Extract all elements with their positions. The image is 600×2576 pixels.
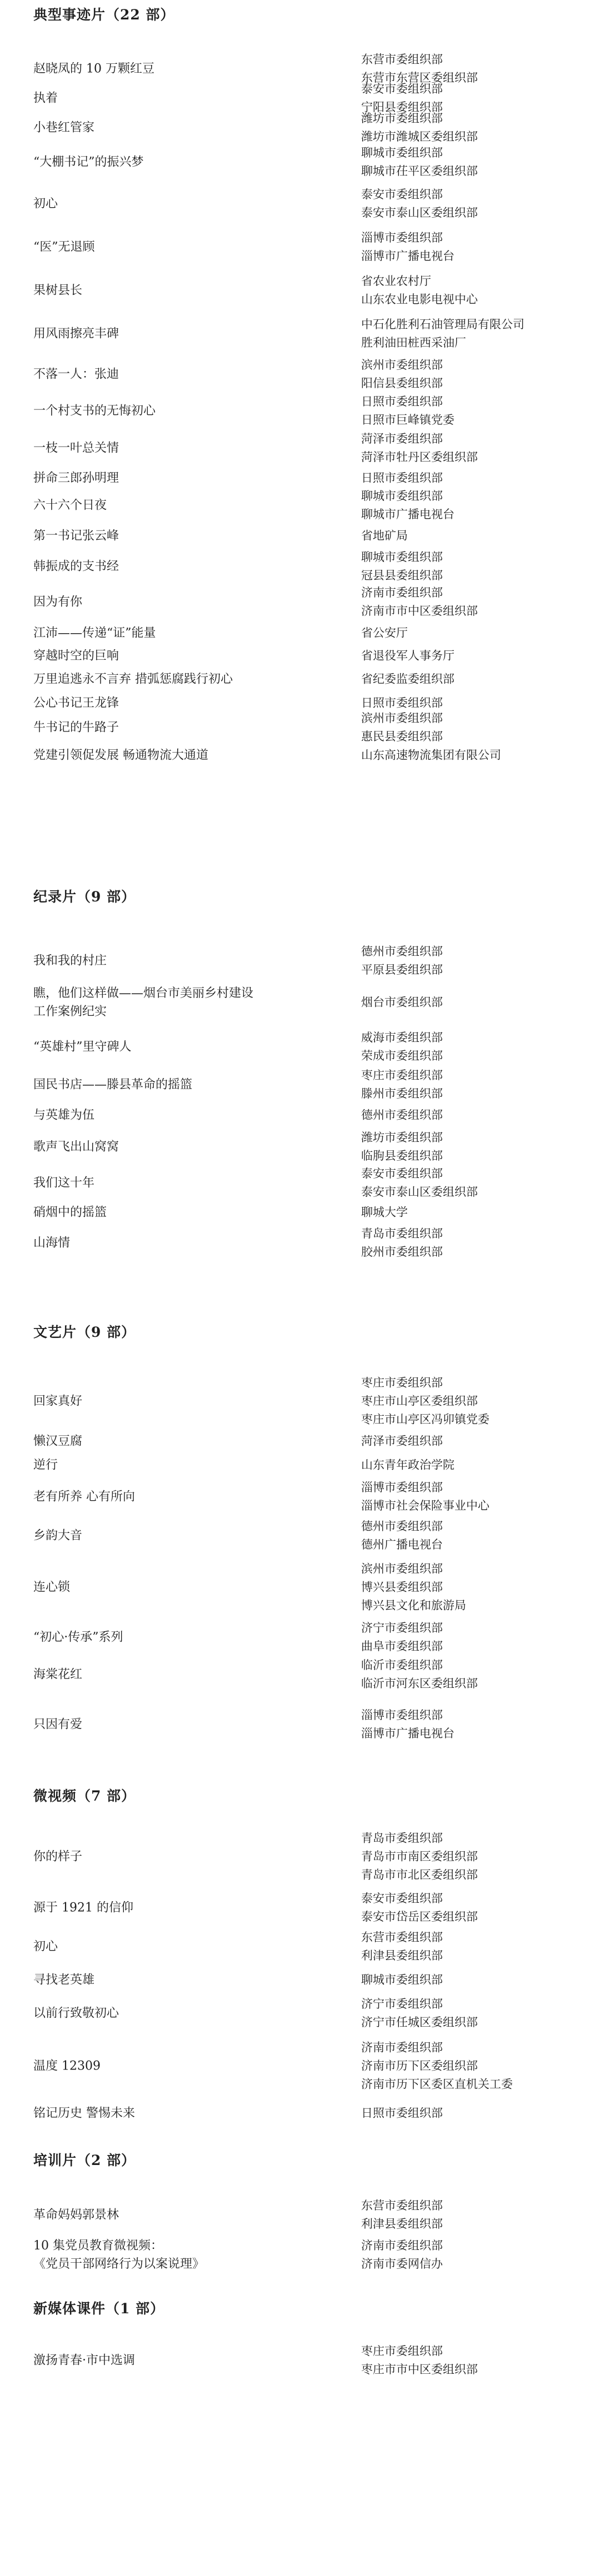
film-title: 执着: [33, 91, 58, 106]
organization-name: 青岛市委组织部: [361, 1226, 443, 1240]
section-title: 文艺片（9 部）: [33, 1324, 136, 1340]
organization-name: 聊城市委组织部: [361, 1973, 443, 1987]
list-item: [0, 1102, 600, 1127]
film-title: 老有所养 心有所向: [33, 1490, 135, 1504]
organization-name: 阳信县委组织部: [361, 377, 443, 390]
organization-name: 济南市委组织部: [361, 2041, 443, 2054]
list-item: [0, 666, 600, 692]
film-title: 瞧，他们这样做——烟台市美丽乡村建设 工作案例纪实: [33, 986, 254, 1019]
organization-name: 烟台市委组织部: [361, 995, 443, 1009]
organization-list: [361, 1225, 594, 1261]
organization-list: [361, 548, 594, 585]
film-title: 拼命三郎孙明理: [33, 471, 119, 485]
film-title: 山海情: [33, 1236, 71, 1250]
film-title: 公心书记王龙锋: [33, 696, 119, 710]
list-item: [0, 2197, 600, 2233]
list-item: [0, 1430, 600, 1452]
list-item: [0, 583, 600, 621]
list-item: [0, 741, 600, 769]
list-item: [0, 53, 600, 84]
organization-name: 泰安市委组织部: [361, 1167, 443, 1180]
organization-list: [361, 1432, 594, 1451]
film-title: “大棚书记”的振兴梦: [33, 155, 144, 169]
film-title: 初心: [33, 197, 58, 211]
section-title: 培训片（2 部）: [33, 2152, 136, 2168]
film-title: 党建引领促发展 畅通物流大通道: [33, 748, 208, 763]
organization-name: 中石化胜利石油管理局有限公司: [361, 318, 524, 331]
organization-name: 青岛市委组织部: [361, 1831, 443, 1845]
organization-name: 东营市委组织部: [361, 1931, 443, 1944]
organization-name: 聊城大学: [361, 1205, 408, 1219]
organization-name: 东营市东营区委组织部: [361, 71, 478, 84]
organization-list: [361, 647, 594, 665]
list-item: [0, 182, 600, 225]
organization-name: 省退役军人事务厅: [361, 649, 454, 663]
organization-list: [361, 670, 594, 689]
organization-list: [361, 144, 594, 181]
film-title: 海棠花红: [33, 1667, 83, 1682]
organization-name: 济南市历下区委组织部: [361, 2059, 478, 2073]
organization-list: [361, 1619, 594, 1656]
organization-name: 泰安市委组织部: [361, 187, 443, 201]
organization-name: 潍坊市委组织部: [361, 1131, 443, 1144]
organization-name: 淄博市广播电视台: [361, 249, 454, 263]
film-title: 国民书店——滕县革命的摇篮: [33, 1077, 193, 1091]
organization-name: 临朐县委组织部: [361, 1149, 443, 1162]
film-title: 穿越时空的巨响: [33, 649, 119, 663]
film-title: 你的样子: [33, 1850, 83, 1863]
organization-name: 平原县委组织部: [361, 963, 443, 976]
list-item: [0, 2099, 600, 2127]
list-item: [0, 1994, 600, 2033]
organization-name: 滨州市委组织部: [361, 358, 443, 372]
organization-list: [361, 943, 594, 979]
organization-name: 泰安市泰山区委组织部: [361, 206, 478, 219]
list-item: [0, 1066, 600, 1102]
film-title: 懒汉豆腐: [33, 1434, 83, 1449]
organization-name: 聊城市茌平区委组织部: [361, 164, 478, 178]
organization-name: 聊城市委组织部: [361, 489, 443, 503]
organization-name: 德州市委组织部: [361, 945, 443, 958]
list-item: [0, 645, 600, 666]
list-item: [0, 1452, 600, 1477]
organization-list: [361, 1106, 594, 1124]
film-title: 一个村支书的无悔初心: [33, 404, 156, 418]
organization-name: 临沂市河东区委组织部: [361, 1677, 478, 1690]
list-item: [0, 1028, 600, 1066]
list-item: [0, 468, 600, 489]
section-title: 纪录片（9 部）: [33, 889, 136, 905]
organization-name: 日照市委组织部: [361, 471, 443, 485]
list-item: [0, 312, 600, 355]
film-title: 第一书记张云峰: [33, 529, 119, 543]
organization-list: [361, 1479, 594, 1515]
organization-name: 滕州市委组织部: [361, 1086, 443, 1100]
film-title: 赵晓凤的 10 万颗红豆: [33, 62, 154, 76]
organization-list: [361, 1203, 594, 1221]
list-item: [0, 550, 600, 583]
organization-name: 菏泽市委组织部: [361, 1434, 443, 1448]
organization-name: 济南市市中区委组织部: [361, 604, 478, 618]
organization-list: [361, 2039, 594, 2094]
organization-name: 日照市委组织部: [361, 395, 443, 408]
list-item: [0, 1555, 600, 1619]
organization-name: 淄博市广播电视台: [361, 1727, 454, 1740]
organization-list: [361, 1829, 594, 1884]
film-title: 歌声飞出山窝窝: [33, 1140, 119, 1154]
organization-list: [361, 584, 594, 620]
list-item: [0, 143, 600, 182]
organization-name: 曲阜市委组织部: [361, 1639, 443, 1653]
organization-name: 枣庄市山亭区委组织部: [361, 1394, 478, 1407]
list-item: [0, 1655, 600, 1694]
film-title: 源于 1921 的信仰: [33, 1901, 133, 1915]
list-item: [0, 429, 600, 468]
film-title: 江沛——传递“证”能量: [33, 626, 156, 640]
organization-name: 枣庄市山亭区冯卯镇党委: [361, 1412, 489, 1426]
organization-name: 博兴县委组织部: [361, 1580, 443, 1593]
organization-list: [361, 186, 594, 222]
organization-list: [361, 624, 594, 643]
organization-name: 宁阳县委组织部: [361, 101, 443, 114]
list-item: [0, 1825, 600, 1888]
organization-name: 省公安厅: [361, 626, 408, 640]
film-title: 因为有你: [33, 595, 83, 609]
film-title: 铭记历史 警惕未来: [33, 2106, 135, 2121]
film-title: 我和我的村庄: [33, 954, 107, 968]
organization-name: 胶州市委组织部: [361, 1245, 443, 1259]
film-title: “初心·传承”系列: [33, 1630, 123, 1644]
organization-list: [361, 1890, 594, 1926]
organization-name: 潍坊市潍城区委组织部: [361, 130, 478, 143]
film-title: 小巷红管家: [33, 121, 95, 135]
list-item: [0, 1166, 600, 1200]
list-item: [0, 1516, 600, 1555]
organization-list: [361, 109, 594, 146]
film-title: 六十六个日夜: [33, 498, 107, 513]
organization-name: 日照市委组织部: [361, 2106, 443, 2120]
list-item: [0, 1966, 600, 1994]
film-title: 连心锁: [33, 1580, 71, 1594]
organization-list: [361, 393, 594, 429]
organization-name: 胜利油田桩西采油厂: [361, 336, 466, 349]
film-title: 用风雨擦亮丰碑: [33, 327, 119, 341]
list-item: [0, 978, 600, 1028]
section-title: 典型事迹片（22 部）: [33, 7, 175, 23]
organization-name: 枣庄市市中区委组织部: [361, 2363, 478, 2376]
film-title: 初心: [33, 1939, 58, 1954]
organization-list: [361, 2197, 594, 2233]
organization-list: [361, 1029, 594, 1065]
film-title: 韩振成的支书经: [33, 559, 119, 574]
organization-name: 日照市巨峰镇党委: [361, 413, 454, 427]
organization-name: 聊城市广播电视台: [361, 508, 454, 521]
organization-name: 枣庄市委组织部: [361, 1068, 443, 1082]
list-item: [0, 1477, 600, 1516]
organization-list: [361, 1066, 594, 1103]
organization-name: 利津县委组织部: [361, 2217, 443, 2231]
organization-list: [361, 1129, 594, 1165]
organization-list: [361, 229, 594, 265]
organization-list: [361, 1517, 594, 1554]
film-title: 果树县长: [33, 283, 83, 298]
list-item: [0, 2233, 600, 2277]
film-title: 温度 12309: [33, 2059, 101, 2073]
section-title: 微视频（7 部）: [33, 1788, 136, 1804]
organization-name: 冠县县委组织部: [361, 569, 443, 582]
list-item: [0, 113, 600, 143]
organization-name: 淄博市社会保险事业中心: [361, 1499, 489, 1512]
organization-list: [361, 746, 594, 765]
organization-list: [361, 356, 594, 393]
list-item: [0, 1225, 600, 1261]
list-item: [0, 84, 600, 113]
film-title: 以前行致敬初心: [33, 2006, 119, 2021]
list-item: [0, 2033, 600, 2099]
organization-name: 聊城市委组织部: [361, 146, 443, 159]
list-item: [0, 1619, 600, 1655]
organization-name: 潍坊市委组织部: [361, 112, 443, 125]
film-title: 激扬青春·市中选调: [33, 2353, 135, 2368]
list-item: [0, 355, 600, 393]
organization-name: 威海市委组织部: [361, 1031, 443, 1044]
film-title: 我们这十年: [33, 1176, 95, 1190]
organization-name: 日照市委组织部: [361, 696, 443, 709]
film-title: 牛书记的牛路子: [33, 720, 119, 735]
organization-list: [361, 315, 594, 352]
organization-name: 青岛市市南区委组织部: [361, 1850, 478, 1863]
organization-name: 滨州市委组织部: [361, 1562, 443, 1575]
organization-list: [361, 1995, 594, 2032]
organization-name: 利津县委组织部: [361, 1949, 443, 1962]
organization-name: 枣庄市委组织部: [361, 1376, 443, 1389]
organization-list: [361, 1560, 594, 1615]
film-title: 一枝一叶总关情: [33, 441, 119, 455]
list-item: [0, 393, 600, 429]
organization-list: [361, 2237, 594, 2273]
film-title: 10 集党员教育微视频： 《党员干部网络行为以案说理》: [33, 2239, 205, 2271]
organization-name: 泰安市委组织部: [361, 82, 443, 96]
organization-list: [361, 1706, 594, 1743]
organization-name: 淄博市委组织部: [361, 1708, 443, 1722]
organization-name: 济南市委组织部: [361, 2239, 443, 2252]
organization-name: 聊城市委组织部: [361, 550, 443, 564]
list-item: [0, 225, 600, 269]
organization-name: 泰安市泰山区委组织部: [361, 1185, 478, 1199]
list-item: [0, 1127, 600, 1166]
organization-list: [361, 1374, 594, 1429]
film-title: 不落一人：张迪: [33, 367, 119, 382]
list-item: [0, 944, 600, 978]
organization-name: 济宁市任城区委组织部: [361, 2016, 478, 2029]
film-title: 与英雄为伍: [33, 1108, 95, 1122]
organization-name: 山东农业电影电视中心: [361, 293, 478, 306]
organization-name: 东营市委组织部: [361, 52, 443, 66]
list-item: [0, 1694, 600, 1755]
organization-name: 山东青年政治学院: [361, 1458, 454, 1471]
list-item: [0, 711, 600, 743]
organization-name: 省地矿局: [361, 529, 408, 543]
list-item: [0, 522, 600, 550]
organization-list: [361, 1971, 594, 1989]
organization-name: 淄博市委组织部: [361, 231, 443, 244]
list-item: [0, 2341, 600, 2380]
list-item: [0, 489, 600, 522]
organization-name: 济宁市委组织部: [361, 1997, 443, 2011]
film-title: 回家真好: [33, 1394, 83, 1408]
organization-name: 青岛市市北区委组织部: [361, 1868, 478, 1881]
list-item: [0, 1200, 600, 1225]
organization-name: 德州广播电视台: [361, 1538, 443, 1551]
organization-name: 泰安市岱岳区委组织部: [361, 1910, 478, 1923]
film-title: 乡韵大音: [33, 1528, 83, 1543]
organization-name: 泰安市委组织部: [361, 1892, 443, 1905]
film-title: “英雄村”里守碑人: [33, 1040, 132, 1054]
organization-list: [361, 2104, 594, 2123]
organization-list: [361, 487, 594, 524]
organization-name: 省农业农村厅: [361, 274, 431, 288]
film-title: 革命妈妈郭景林: [33, 2208, 119, 2222]
film-title: “医”无退顾: [33, 240, 95, 254]
film-title: 万里追逃永不言弃 措弧惩腐践行初心: [33, 672, 233, 686]
list-item: [0, 1372, 600, 1430]
organization-name: 山东高速物流集团有限公司: [361, 748, 501, 762]
organization-list: [361, 1165, 594, 1201]
film-title: 硝烟中的摇篮: [33, 1205, 107, 1219]
organization-name: 惠民县委组织部: [361, 730, 443, 743]
organization-name: 滨州市委组织部: [361, 711, 443, 725]
list-item: [0, 621, 600, 645]
organization-name: 德州市委组织部: [361, 1108, 443, 1121]
film-title: 只因有爱: [33, 1717, 83, 1732]
organization-list: [361, 1656, 594, 1693]
section-title: 新媒体课件（1 部）: [33, 2301, 165, 2317]
organization-name: 济南市历下区委区直机关工委: [361, 2077, 513, 2091]
organization-list: [361, 1928, 594, 1965]
organization-name: 临沂市委组织部: [361, 1658, 443, 1672]
organization-list: [361, 994, 594, 1012]
organization-name: 济南市委网信办: [361, 2257, 443, 2271]
organization-list: [361, 527, 594, 545]
film-title: 寻找老英雄: [33, 1973, 95, 1987]
organization-name: 荣成市委组织部: [361, 1049, 443, 1063]
organization-name: 东营市委组织部: [361, 2198, 443, 2212]
organization-name: 淄博市委组织部: [361, 1481, 443, 1494]
organization-list: [361, 272, 594, 309]
organization-list: [361, 469, 594, 488]
organization-list: [361, 709, 594, 746]
organization-name: 济宁市委组织部: [361, 1621, 443, 1635]
list-item: [0, 1927, 600, 1966]
organization-list: [361, 2342, 594, 2379]
organization-name: 济南市委组织部: [361, 586, 443, 599]
organization-name: 博兴县文化和旅游局: [361, 1598, 466, 1612]
list-item: [0, 269, 600, 312]
organization-name: 德州市委组织部: [361, 1520, 443, 1533]
organization-name: 菏泽市委组织部: [361, 432, 443, 445]
organization-name: 枣庄市委组织部: [361, 2344, 443, 2358]
organization-list: [361, 430, 594, 467]
organization-name: 菏泽市牡丹区委组织部: [361, 450, 478, 464]
list-item: [0, 1888, 600, 1927]
film-title: 逆行: [33, 1458, 58, 1472]
organization-list: [361, 1456, 594, 1474]
organization-name: 省纪委监委组织部: [361, 672, 454, 686]
